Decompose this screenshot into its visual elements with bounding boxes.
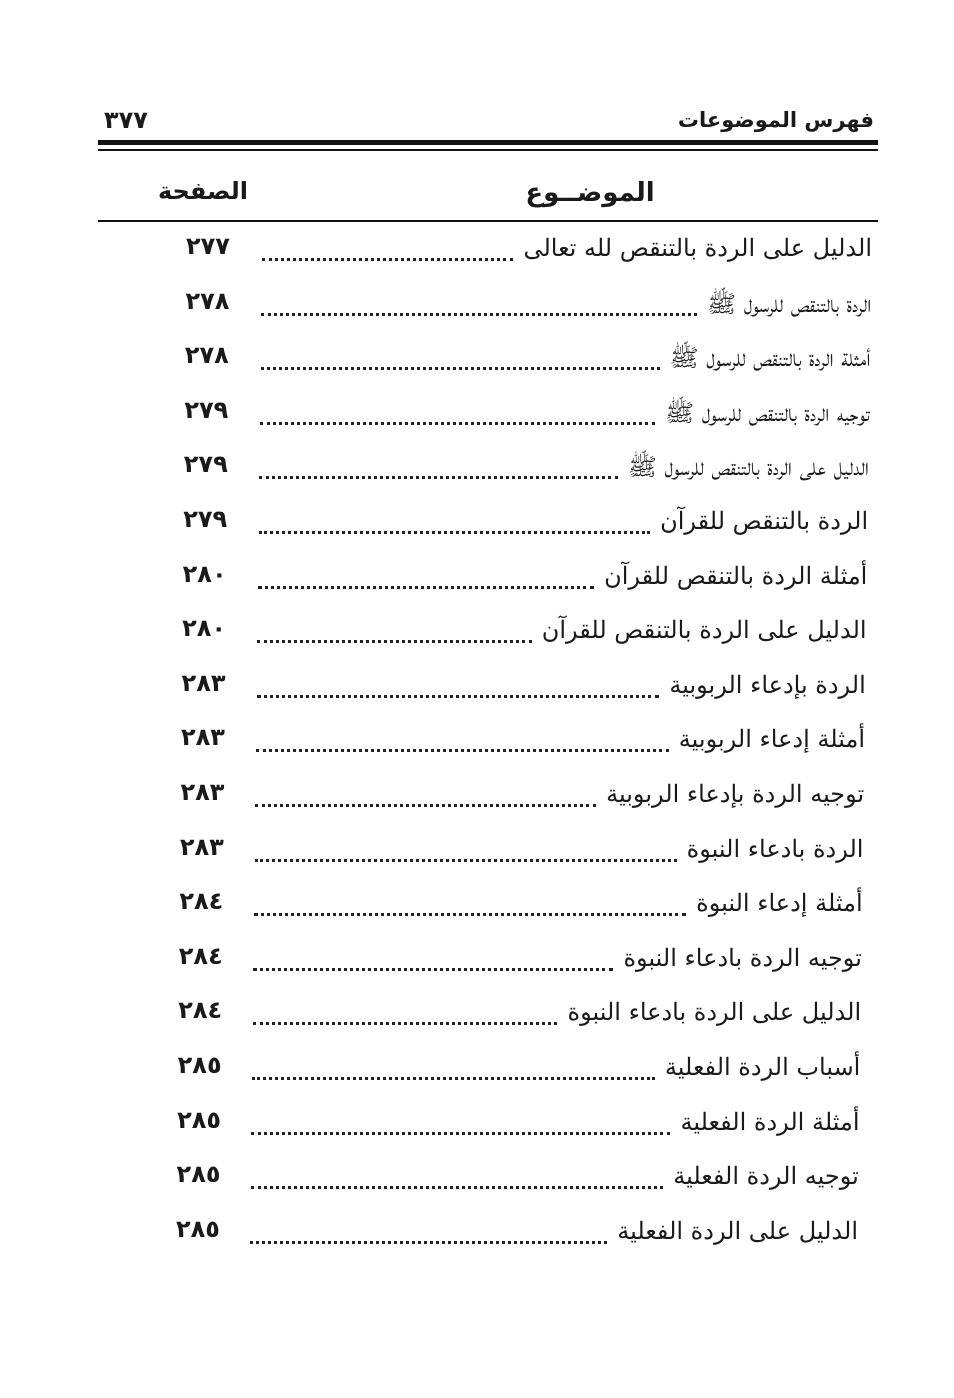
- toc-entry-page: ٢٨٠: [182, 559, 227, 588]
- dot-leader: [259, 476, 618, 479]
- toc-entry-title: توجيه الردة بإدعاء الربوبية: [606, 780, 865, 808]
- toc-entry: [0, 1211, 858, 1259]
- column-header-rule: [98, 220, 878, 222]
- dot-leader: [256, 749, 669, 752]
- toc-entry-title: أسباب الردة الفعلية: [664, 1053, 861, 1081]
- toc-entry-title: أمثلة إدعاء الربوبية: [678, 725, 865, 754]
- topic-column-header: الموضــوع: [525, 178, 655, 208]
- toc-entry-title: أمثلة الردة الفعلية: [680, 1107, 860, 1136]
- dot-leader: [262, 258, 513, 261]
- toc-entry: [0, 774, 864, 822]
- toc-entry-page: ٢٨٣: [180, 778, 225, 806]
- toc-entry-title: الدليل على الردة بالتنقص لله تعالى: [523, 234, 872, 262]
- toc-entry-page: ٢٧٩: [183, 505, 228, 533]
- toc-entry: [0, 719, 865, 767]
- toc-entry: [0, 665, 866, 713]
- toc-entry-title: الردة بالتنقص للقرآن: [660, 507, 869, 535]
- toc-entry-title: أمثلة إدعاء النبوة: [696, 889, 863, 918]
- toc-entry-title: الردة بادعاء النبوة: [686, 834, 864, 863]
- toc-entry-title: توجيه الردة الفعلية: [673, 1162, 859, 1191]
- toc-entry-page: ٢٨٥: [176, 1160, 221, 1189]
- toc-entry: [0, 228, 872, 276]
- toc-entry-page: ٢٨٤: [178, 996, 223, 1025]
- dot-leader: [253, 968, 613, 971]
- dot-leader: [261, 367, 660, 370]
- toc-entry: [0, 1156, 859, 1204]
- dot-leader: [261, 313, 697, 316]
- toc-entry-page: ٢٧٩: [183, 450, 228, 479]
- toc-entry-page: ٢٨٠: [182, 614, 227, 643]
- page-number: ٣٧٧: [104, 106, 148, 134]
- toc-entry-page: ٢٨٥: [177, 1105, 222, 1134]
- toc-entry: [0, 938, 862, 986]
- header-rule-thin: [98, 149, 878, 151]
- toc-entry-title: أمثلة الردة بالتنقص للقرآن: [604, 561, 868, 590]
- toc-entry: [0, 1047, 860, 1095]
- dot-leader: [255, 804, 596, 807]
- dot-leader: [259, 531, 650, 534]
- toc-entry-page: ٢٧٩: [184, 395, 229, 424]
- toc-entry: [0, 1102, 860, 1150]
- dot-leader: [260, 422, 655, 425]
- toc-entry-page: ٢٧٧: [186, 232, 230, 260]
- toc-entry-title: الدليل على الردة بالتنقص للرسول ﷺ: [627, 453, 869, 482]
- toc-entry: [0, 992, 861, 1040]
- toc-entry: [0, 883, 863, 931]
- toc-entry: [0, 829, 863, 877]
- toc-entry-title: الردة بإدعاء الربوبية: [669, 670, 866, 699]
- dot-leader: [257, 640, 531, 643]
- toc-entry: [0, 501, 868, 549]
- toc-entry-title: الدليل على الردة الفعلية: [617, 1216, 858, 1245]
- dot-leader: [252, 1077, 655, 1080]
- toc-entry-page: ٢٧٨: [185, 286, 230, 315]
- dot-leader: [255, 859, 677, 862]
- toc-entry-title: أمثلة الردة بالتنقص للرسول ﷺ: [669, 344, 871, 373]
- header-rule-thick: [98, 140, 878, 145]
- dot-leader: [258, 586, 594, 589]
- dot-leader: [251, 1132, 670, 1135]
- toc-entry-title: الردة بالتنقص للرسول ﷺ: [707, 289, 872, 318]
- toc-entry-page: ٢٨٥: [177, 1051, 222, 1079]
- toc-entry: [0, 392, 870, 440]
- dot-leader: [250, 1241, 607, 1244]
- toc-entry-title: الدليل على الردة بالتنقص للقرآن: [541, 616, 867, 645]
- toc-entry: [0, 337, 870, 385]
- toc-entry: [0, 446, 869, 494]
- dot-leader: [257, 695, 660, 698]
- toc-entry: [0, 283, 871, 331]
- toc-entry-page: ٢٧٨: [184, 341, 229, 370]
- dot-leader: [254, 913, 686, 916]
- page-column-header: الصفحة: [157, 177, 248, 205]
- dot-leader: [253, 1022, 558, 1025]
- page-title: فهرس الموضوعات: [677, 108, 874, 132]
- toc-entry: [0, 556, 867, 604]
- toc-entry-title: توجيه الردة بادعاء النبوة: [623, 943, 862, 972]
- dot-leader: [251, 1186, 664, 1189]
- toc-entry-page: ٢٨٣: [181, 723, 225, 752]
- toc-entry-page: ٢٨٣: [181, 668, 226, 697]
- toc-entry-page: ٢٨٥: [176, 1214, 220, 1243]
- toc-entry: [0, 610, 867, 658]
- toc-entry-page: ٢٨٣: [179, 832, 224, 861]
- toc-entry-page: ٢٨٤: [178, 941, 223, 970]
- toc-entry-title: توجيه الردة بالتنقص للرسول ﷺ: [665, 398, 870, 427]
- toc-entry-page: ٢٨٤: [179, 887, 224, 916]
- toc-entry-title: الدليل على الردة بادعاء النبوة: [567, 998, 862, 1027]
